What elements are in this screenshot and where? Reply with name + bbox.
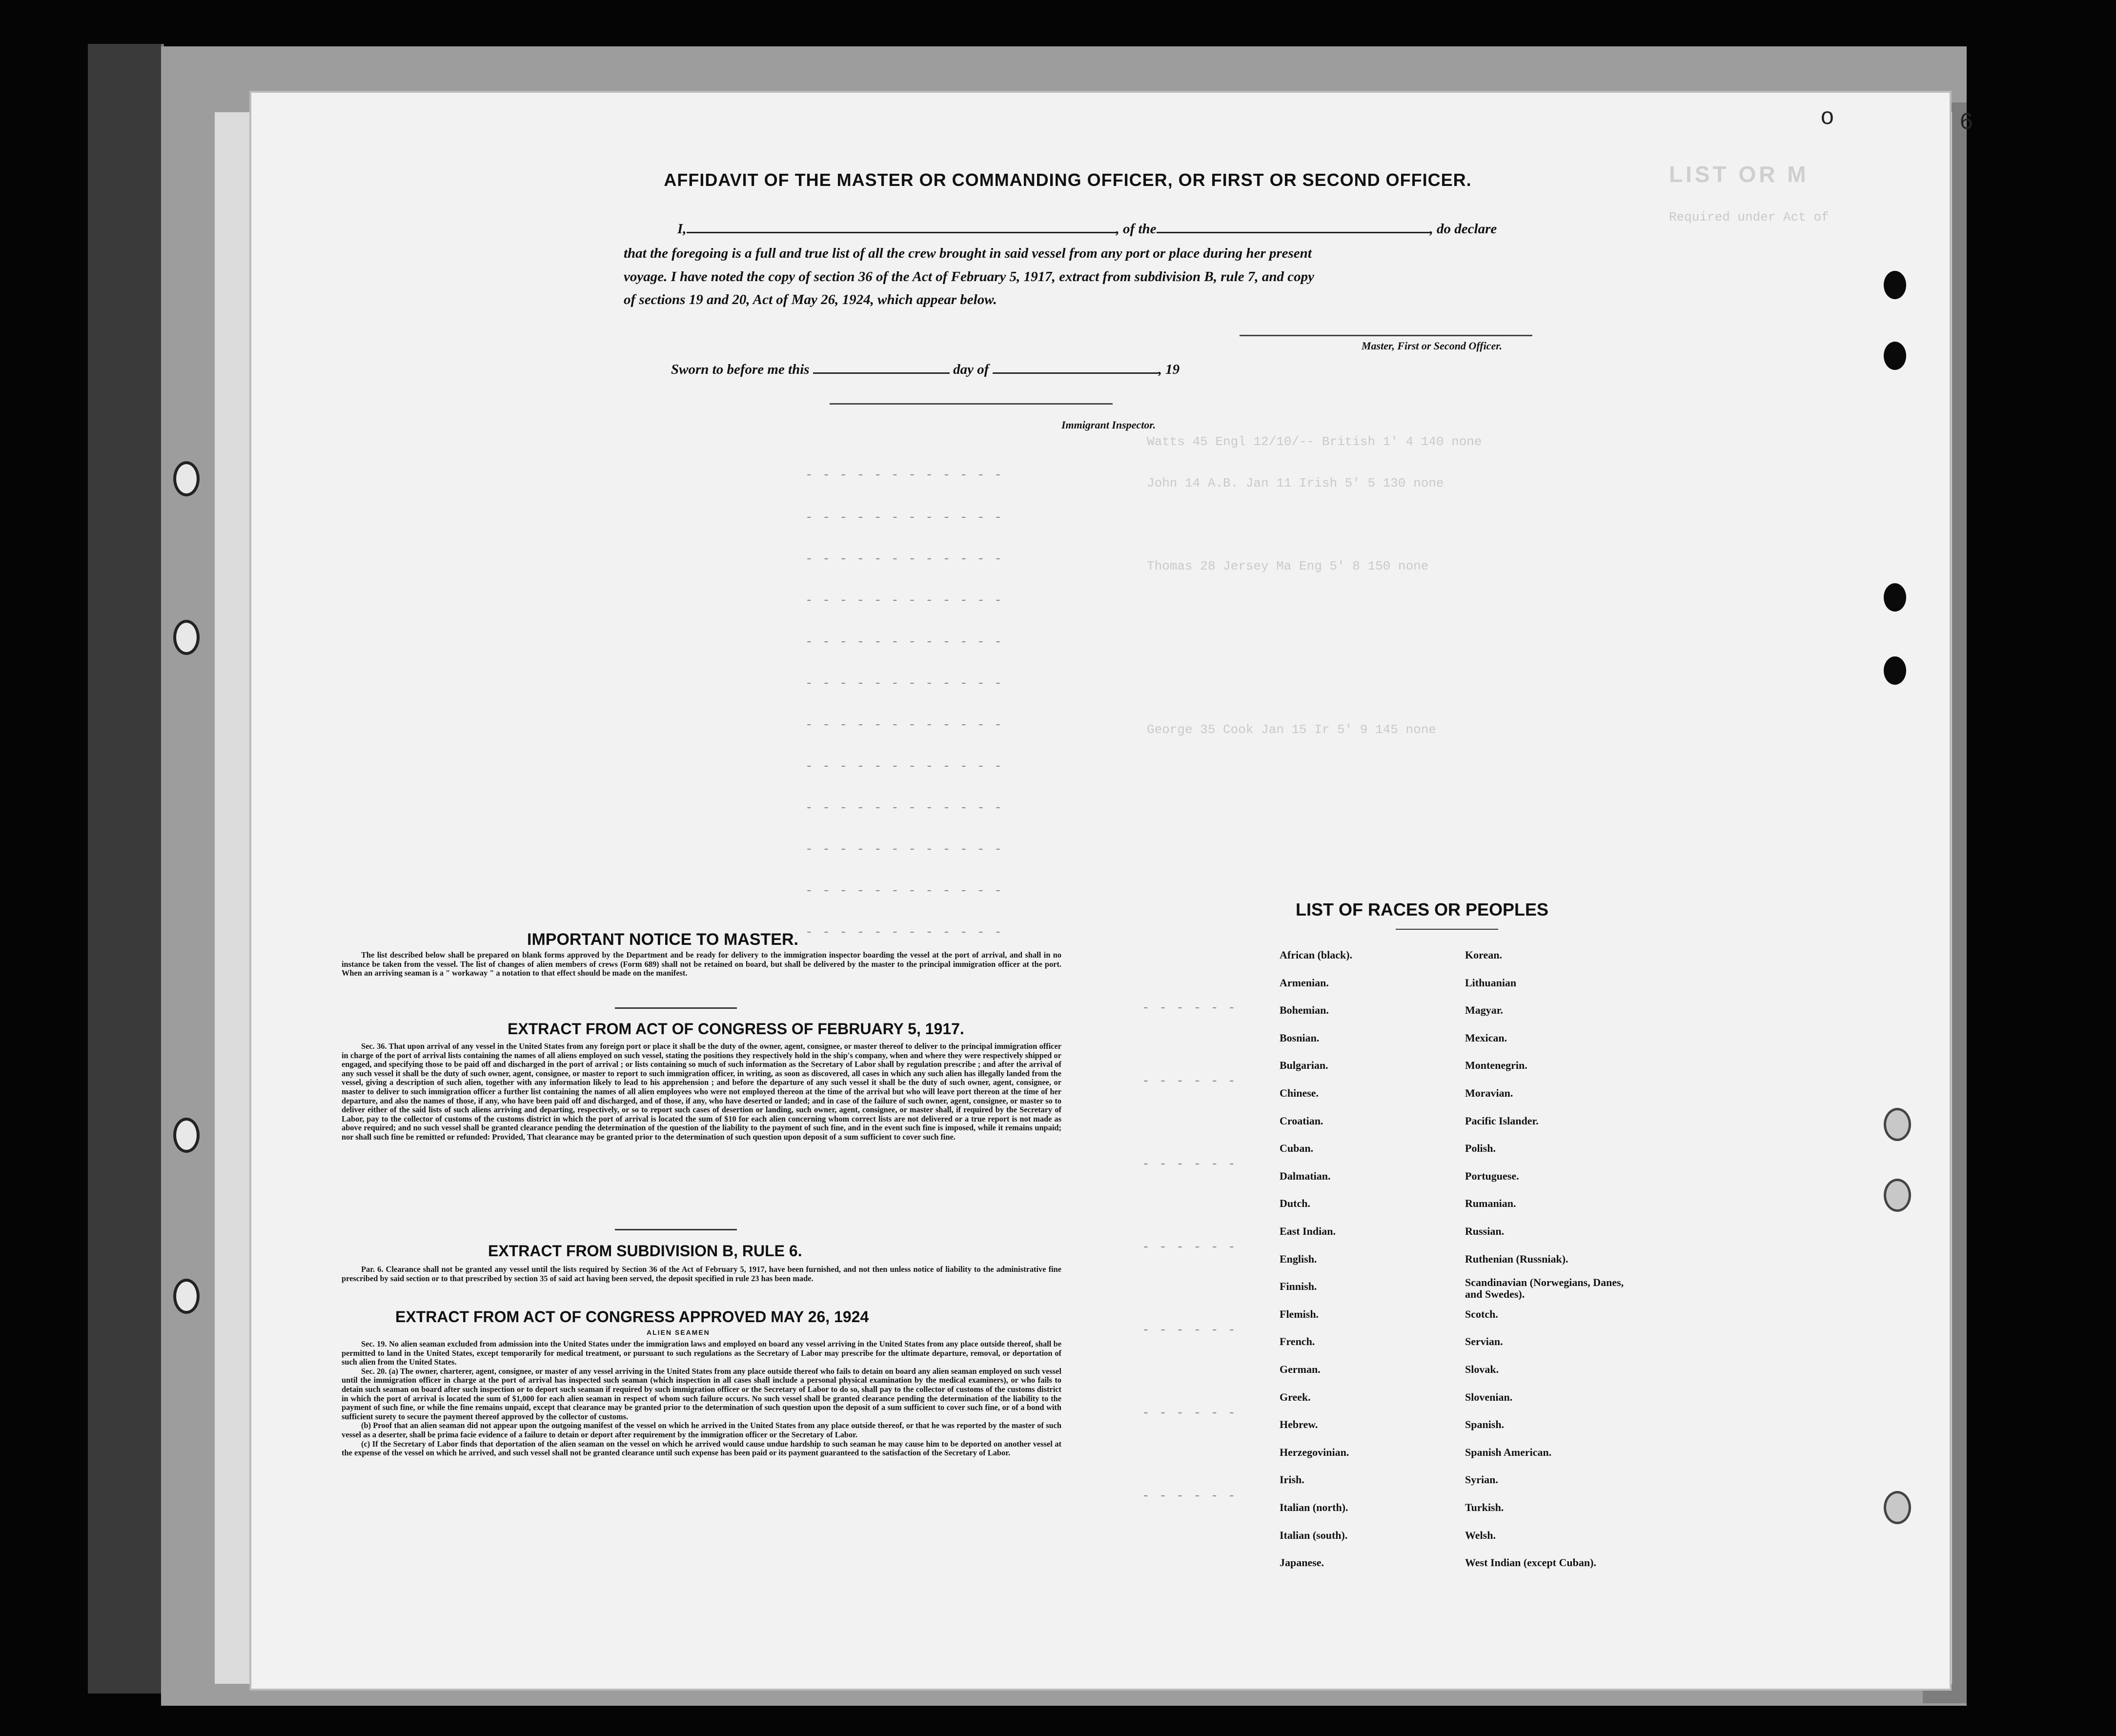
sec-20c-paragraph: (c) If the Secretary of Labor finds that deportation of the alien seaman on the vessel on which he arrived would cause undue hardship to such seaman he may cause him to be deported on another vessel at the expense of the vessel on which he arrived, and such vessel shall not be granted clearance until such expense has been paid or its payment guaranteed to the satisfaction of the Secretary of Labor. bbox=[342, 1439, 1061, 1458]
race-item: East Indian. bbox=[1280, 1225, 1336, 1237]
punch-hole-icon bbox=[1884, 583, 1906, 612]
blank-row-marks: - - - - - - - - - - - - bbox=[805, 468, 1003, 482]
par-6-paragraph: Par. 6. Clearance shall not be granted any vessel until the lists required by Section 36 of the Act of February 5, 1917, have been furnished, and not then unless notice of liability to the administrative fine prescribed by said section or to that prescribed by section 35 of said act having been served, the deposit specified in rule 23 has been made. bbox=[342, 1265, 1061, 1283]
blank-row-marks: - - - - - - - - - - - - bbox=[805, 634, 1003, 649]
punch-hole-icon bbox=[1884, 1491, 1911, 1524]
race-item: Dalmatian. bbox=[1280, 1169, 1331, 1182]
race-item: Greek. bbox=[1280, 1390, 1311, 1403]
race-item: Moravian. bbox=[1465, 1087, 1513, 1099]
race-item: Chinese. bbox=[1280, 1087, 1319, 1099]
extract-1917-body bbox=[342, 1042, 1061, 1142]
binder-ring-icon bbox=[173, 1279, 200, 1314]
day-blank-line bbox=[993, 363, 1159, 374]
punch-hole-icon bbox=[1884, 1179, 1911, 1212]
extract-rule6-body bbox=[342, 1265, 1061, 1283]
sec-19-paragraph: Sec. 19. No alien seaman excluded from admission into the United States under the immigration laws and employed on board any vessel arriving in the United States from any place outside thereof, shall be permitted to land in the United States, except temporarily for medical treatment, or pursuant to such regulations as the Secretary of Labor may prescribe for the ultimate departure, removal, or deportation of such alien from the United States. bbox=[342, 1339, 1061, 1367]
bleed-through-text: Required under Act of bbox=[1669, 210, 1829, 225]
bleed-through-text: John 14 A.B. Jan 11 Irish 5' 5 130 none bbox=[1147, 476, 1444, 490]
section-divider bbox=[615, 1229, 737, 1230]
affidavit-title: AFFIDAVIT OF THE MASTER OR COMMANDING OFFICER, OR FIRST OR SECOND OFFICER. bbox=[664, 170, 1472, 190]
punch-hole-icon bbox=[1884, 1108, 1911, 1141]
blank-row-marks: - - - - - - - - - - - - bbox=[805, 925, 1003, 939]
extract-1917-title: EXTRACT FROM ACT OF CONGRESS OF FEBRUARY 5, 1917. bbox=[508, 1020, 964, 1038]
race-item: Mexican. bbox=[1465, 1031, 1507, 1044]
handwritten-circle-mark: o bbox=[1820, 105, 1834, 131]
vessel-blank-line bbox=[1157, 222, 1430, 233]
notice-body bbox=[342, 951, 1061, 978]
binder-edge bbox=[88, 44, 164, 1694]
race-item: Italian (south). bbox=[1280, 1529, 1348, 1541]
affidavit-do-declare: , do declare bbox=[1429, 221, 1497, 237]
affidavit-line-3: voyage. I have noted the copy of section 36 of the Act of February 5, 1917, extract from subdivision B, rule 7, and copy bbox=[624, 269, 1314, 285]
race-item: West Indian (except Cuban). bbox=[1465, 1556, 1596, 1569]
race-item: Armenian. bbox=[1280, 976, 1329, 989]
race-item: Japanese. bbox=[1280, 1556, 1324, 1569]
race-item: Scotch. bbox=[1465, 1307, 1498, 1320]
blank-row-marks: - - - - - - - - - - - - bbox=[805, 717, 1003, 732]
race-item: Hebrew. bbox=[1280, 1418, 1318, 1431]
race-item: Flemish. bbox=[1280, 1307, 1319, 1320]
race-item: Scandinavian (Norwegians, Danes, and Swedes). bbox=[1465, 1276, 1624, 1301]
affidavit-of-the: , of the bbox=[1116, 221, 1157, 237]
inspector-signature-line bbox=[830, 403, 1113, 405]
blank-row-marks: - - - - - - - - - - - - bbox=[805, 842, 1003, 857]
affidavit-i: I, bbox=[677, 221, 687, 237]
sec-20a-paragraph: Sec. 20. (a) The owner, charterer, agent, consignee, or master of any vessel arriving in the United States from any place outside thereof who fails to detain on board any alien seaman employed on such vessel until the immigration officer in charge at the port of arrival has inspected such seaman (which inspection in all cases shall include a personal physical examination by the medical examiners), or who fails to detain such seaman on board after such inspection or to deport such seaman if required by such immigration officer or the Secretary of Labor to do so, shall pay to the collector of customs of the customs district in which the port of arrival is located the sum of $1,000 for each alien seaman in respect of whom such failure occurs. No such vessel shall be granted clearance pending the determination of the liability to the payment of such fine, or while the fine remains unpaid, except that clearance may be granted prior to the determination of such question upon the deposit of a sum sufficient to cover such fine, or of a bond with sufficient surety to secure the payment thereof approved by the collector of customs. bbox=[342, 1366, 1061, 1421]
blank-row-marks: - - - - - - bbox=[1142, 1323, 1237, 1337]
binder-ring-icon bbox=[173, 620, 200, 655]
day-of-label: day of bbox=[953, 362, 989, 377]
extract-1924-body bbox=[342, 1340, 1061, 1458]
binder-ring-icon bbox=[173, 1118, 200, 1153]
binder-ring-icon bbox=[173, 461, 200, 496]
blank-row-marks: - - - - - - - - - - - - bbox=[805, 676, 1003, 691]
race-item: Rumanian. bbox=[1465, 1197, 1516, 1210]
race-item: Pacific Islander. bbox=[1465, 1114, 1539, 1127]
blank-row-marks: - - - - - - bbox=[1142, 1240, 1237, 1254]
race-item: Finnish. bbox=[1280, 1280, 1317, 1293]
bleed-through-text: George 35 Cook Jan 15 Ir 5' 9 145 none bbox=[1147, 722, 1436, 737]
extract-rule6-title: EXTRACT FROM SUBDIVISION B, RULE 6. bbox=[488, 1242, 802, 1260]
race-item: Slovak. bbox=[1465, 1363, 1499, 1375]
race-item: Slovenian. bbox=[1465, 1390, 1513, 1403]
race-item: Welsh. bbox=[1465, 1529, 1496, 1541]
race-item: Bulgarian. bbox=[1280, 1059, 1328, 1072]
race-item: Russian. bbox=[1465, 1225, 1505, 1237]
blank-row-marks: - - - - - - - - - - - - bbox=[805, 551, 1003, 566]
sec-20b-paragraph: (b) Proof that an alien seaman did not appear upon the outgoing manifest of the vessel on which he arrived in the United States from any place outside thereof, or that he was reported by the master of such vessel as a deserter, shall be prima facie evidence of a failure to detain or deport after requirement by the immigration officer or the Secretary of Labor. bbox=[342, 1421, 1061, 1439]
bleed-through-text: Thomas 28 Jersey Ma Eng 5' 8 150 none bbox=[1147, 559, 1429, 573]
race-item: Lithuanian bbox=[1465, 976, 1517, 989]
sworn-label: Sworn to before me this bbox=[671, 362, 810, 377]
race-item: French. bbox=[1280, 1335, 1315, 1348]
race-item: English. bbox=[1280, 1252, 1317, 1265]
race-item: Irish. bbox=[1280, 1473, 1304, 1486]
section-divider bbox=[615, 1007, 737, 1009]
alien-seamen-subhead: ALIEN SEAMEN bbox=[647, 1328, 710, 1336]
affidavit-line-2: that the foregoing is a full and true list of all the crew brought in said vessel from any port or place during her present bbox=[624, 245, 1312, 261]
race-item: Portuguese. bbox=[1465, 1169, 1519, 1182]
affidavit-line-4: of sections 19 and 20, Act of May 26, 1924, which appear below. bbox=[624, 292, 997, 307]
bleed-through-text: Watts 45 Engl 12/10/-- British 1' 4 140 none bbox=[1147, 434, 1482, 449]
race-item: Polish. bbox=[1465, 1142, 1496, 1155]
handwritten-page-number: 6 bbox=[1959, 110, 1974, 136]
race-item: German. bbox=[1280, 1363, 1321, 1375]
punch-hole-icon bbox=[1884, 342, 1906, 370]
race-item: Montenegrin. bbox=[1465, 1059, 1527, 1072]
notice-paragraph: The list described below shall be prepared on blank forms approved by the Department and be ready for delivery to the immigration inspector boarding the vessel at the port of arrival, and shall in no instance be taken from the vessel. The list of changes of alien members of crews (Form 689) shall not be retained on board, but shall be delivered by the master to the principal immigration officer at the port. When an arriving seaman is a " workaway " a notation to that effect should be made on the manifest. bbox=[342, 950, 1061, 978]
sworn-blank-line bbox=[813, 363, 950, 374]
race-item: African (black). bbox=[1280, 949, 1353, 961]
race-item: Spanish. bbox=[1465, 1418, 1505, 1431]
sworn-line bbox=[671, 358, 1305, 381]
notice-title: IMPORTANT NOTICE TO MASTER. bbox=[527, 930, 798, 949]
race-item: Italian (north). bbox=[1280, 1501, 1348, 1513]
master-signature-label: Master, First or Second Officer. bbox=[1362, 340, 1503, 352]
race-item: Bosnian. bbox=[1280, 1031, 1320, 1044]
race-item: Croatian. bbox=[1280, 1114, 1323, 1127]
race-item: Syrian. bbox=[1465, 1473, 1498, 1486]
race-item: Servian. bbox=[1465, 1335, 1503, 1348]
sec-36-paragraph: Sec. 36. That upon arrival of any vessel in the United States from any foreign port or place it shall be the duty of the owner, agent, consignee, or master thereof to deliver to the principal immigration officer in charge of the port of arrival lists containing the names of all aliens employed on such vessel, stating the positions they respectively hold in the ship's company, when and where they were respectively shipped or engaged, and specifying those to be paid off and discharged in the port of arrival ; or lists containing so much of such information as the Secretary of Labor shall by regulation prescribe ; and after the arrival of any such vessel it shall be the duty of such owner, agent, consignee, or master to report to such immigration officer, in writing, as soon as discovered, all cases in which any such alien has illegally landed from the vessel, giving a description of such alien, together with any information likely to lead to his apprehension ; and before the departure of any such vessel it shall be the duty of such owner, agent, consignee, or master to deliver to such immigration officer a further list containing the names of all alien employees who were not employed thereon at the time of the arrival but who will leave port thereon at the time of her departure, and also the names of those, if any, who have been paid off and discharged, and of those, if any, who have deserted or landed; and in case of the failure of such owner, agent, consignee, or master so to deliver either of the said lists of such aliens arriving and departing, respectively, or so to report such cases of desertion or landing, such owner, agent, consignee, or master shall, if required by the Secretary of Labor, pay to the collector of customs of the customs district in which the port of arrival is located the sum of $10 for each alien concerning whom correct lists are not delivered or a true report is not made as above required; and no such vessel shall be granted clearance pending the determination of the question of the liability to the payment of such fine, and in the event such fine is imposed, while it remains unpaid; nor shall such fine be remitted or refunded: Provided, That clearance may be granted prior to the determination of such question upon deposit of a sum sufficient to cover such fine. bbox=[342, 1042, 1061, 1142]
race-item: Magyar. bbox=[1465, 1004, 1504, 1017]
master-signature-line bbox=[1240, 335, 1532, 336]
punch-hole-icon bbox=[1884, 656, 1906, 685]
races-title: LIST OF RACES OR PEOPLES bbox=[1296, 899, 1549, 919]
blank-row-marks: - - - - - - - - - - - - bbox=[805, 593, 1003, 608]
blank-row-marks: - - - - - - bbox=[1142, 1074, 1237, 1088]
blank-row-marks: - - - - - - bbox=[1142, 1001, 1237, 1015]
year-label: , 19 bbox=[1158, 362, 1180, 377]
race-item: Herzegovinian. bbox=[1280, 1446, 1349, 1458]
races-title-rule bbox=[1396, 929, 1498, 930]
bleed-through-text: LIST OR M bbox=[1669, 162, 1809, 187]
inspector-signature-label: Immigrant Inspector. bbox=[1061, 419, 1156, 431]
blank-row-marks: - - - - - - - - - - - - bbox=[805, 800, 1003, 815]
race-item: Turkish. bbox=[1465, 1501, 1504, 1513]
blank-row-marks: - - - - - - bbox=[1142, 1406, 1237, 1420]
race-item: Korean. bbox=[1465, 949, 1502, 961]
blank-row-marks: - - - - - - bbox=[1142, 1157, 1237, 1171]
race-item: Ruthenian (Russniak). bbox=[1465, 1252, 1568, 1265]
extract-1924-title: EXTRACT FROM ACT OF CONGRESS APPROVED MAY 26, 1924 bbox=[395, 1308, 869, 1326]
race-item: Cuban. bbox=[1280, 1142, 1314, 1155]
blank-row-marks: - - - - - - - - - - - - bbox=[805, 883, 1003, 898]
affidavit-line-1 bbox=[624, 217, 1570, 241]
blank-row-marks: - - - - - - - - - - - - bbox=[805, 510, 1003, 525]
race-item: Spanish American. bbox=[1465, 1446, 1552, 1458]
race-item: Bohemian. bbox=[1280, 1004, 1329, 1017]
blank-row-marks: - - - - - - bbox=[1142, 1489, 1237, 1503]
punch-hole-icon bbox=[1884, 271, 1906, 299]
race-item: Dutch. bbox=[1280, 1197, 1310, 1210]
name-blank-line bbox=[687, 222, 1116, 233]
blank-row-marks: - - - - - - - - - - - - bbox=[805, 759, 1003, 774]
